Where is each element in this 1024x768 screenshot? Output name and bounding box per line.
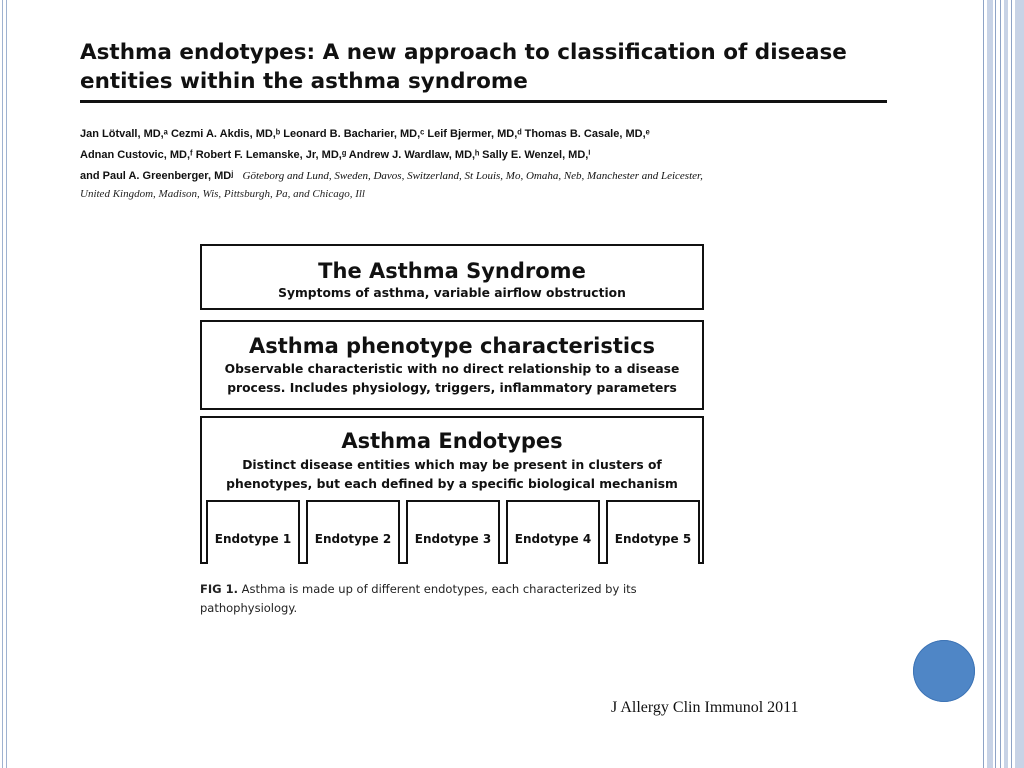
phenotype-box bbox=[200, 320, 704, 410]
caption-label: FIG 1. bbox=[200, 582, 238, 596]
endotypes-subtext: Distinct disease entities which may be present in clusters of bbox=[242, 458, 662, 472]
citation: J Allergy Clin Immunol 2011 bbox=[611, 699, 799, 716]
endotype-row bbox=[206, 500, 700, 564]
endotype-box: Endotype 1 bbox=[206, 500, 300, 564]
author-line: and Paul A. Greenberger, MDʲ bbox=[80, 170, 234, 182]
syndrome-heading: The Asthma Syndrome bbox=[318, 259, 586, 283]
phenotype-subtext: Observable characteristic with no direct relationship to a disease bbox=[224, 362, 680, 376]
author-locations: Göteborg and Lund, Sweden, Davos, Switzerland, St Louis, Mo, Omaha, Neb, Manchester and Leicester, bbox=[242, 170, 703, 182]
phenotype-heading: Asthma phenotype characteristics bbox=[248, 334, 656, 358]
endotype-box: Endotype 4 bbox=[506, 500, 600, 564]
slide-frame-left bbox=[0, 0, 7, 768]
author-locations-cont: United Kingdom, Madison, Wis, Pittsburgh, Pa, and Chicago, Ill bbox=[80, 188, 365, 200]
slide-frame-right bbox=[977, 0, 1024, 768]
endotype-box: Endotype 2 bbox=[306, 500, 400, 564]
syndrome-box bbox=[200, 244, 704, 310]
phenotype-subtext: process. Includes physiology, triggers, inflammatory parameters bbox=[227, 381, 677, 395]
author-line: Adnan Custovic, MD,ᶠ Robert F. Lemanske, Jr, MD,ᵍ Andrew J. Wardlaw, MD,ʰ Sally E. Wenzel, MD,ⁱ bbox=[80, 149, 591, 161]
author-list bbox=[80, 124, 900, 187]
article-title: Asthma endotypes: A new approach to classification of disease entities within the asthma syndrome bbox=[80, 40, 847, 94]
author-line: Jan Lötvall, MD,ᵃ Cezmi A. Akdis, MD,ᵇ Leonard B. Bacharier, MD,ᶜ Leif Bjermer, MD,ᵈ Thomas B. Casale, MD,ᵉ bbox=[80, 128, 650, 140]
endotypes-subtext: phenotypes, but each defined by a specific biological mechanism bbox=[226, 477, 678, 491]
endotype-box: Endotype 5 bbox=[606, 500, 700, 564]
endotype-box: Endotype 3 bbox=[406, 500, 500, 564]
caption-text: Asthma is made up of different endotypes, each characterized by its pathophysiology. bbox=[200, 582, 637, 615]
syndrome-subtext: Symptoms of asthma, variable airflow obstruction bbox=[278, 286, 626, 300]
title-rule bbox=[80, 100, 887, 103]
decorative-circle bbox=[913, 640, 975, 702]
endotypes-heading: Asthma Endotypes bbox=[341, 429, 563, 453]
figure-caption bbox=[200, 580, 720, 618]
